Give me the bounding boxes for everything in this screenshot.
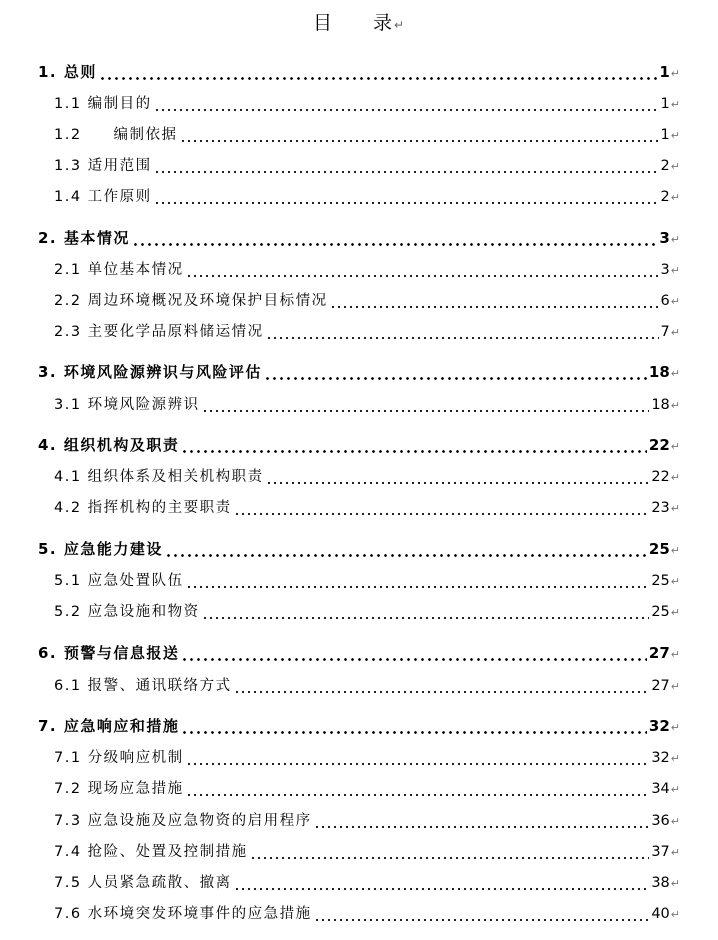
toc-entry-label: 2.2 周边环境概况及环境保护目标情况 — [54, 293, 328, 309]
toc-entry-7-6[interactable] — [54, 901, 680, 927]
toc-entry-label: 5.1 应急处置队伍 — [54, 573, 184, 589]
toc-entry-label: 6.1 报警、通讯联络方式 — [54, 678, 232, 694]
dot-leader — [186, 586, 650, 588]
toc-entry-page: 25 — [651, 573, 670, 589]
toc-entry-7-3[interactable] — [54, 808, 680, 834]
dot-leader — [234, 513, 650, 515]
toc-entry-page: 3 — [660, 262, 670, 278]
toc-entry-5-1[interactable] — [54, 568, 680, 594]
toc-entry-label: 3.1 环境风险源辨识 — [54, 397, 200, 413]
paragraph-mark-icon: ↵ — [670, 783, 680, 796]
dot-leader — [186, 763, 650, 765]
toc-entry-page: 23 — [651, 500, 670, 516]
paragraph-mark-icon: ↵ — [670, 67, 680, 80]
toc-entry-page: 1 — [660, 96, 670, 112]
toc-entry-label: 2.1 单位基本情况 — [54, 262, 184, 278]
toc-entry-7[interactable] — [38, 713, 680, 739]
toc-entry-page: 32 — [651, 750, 670, 766]
toc-entry-7-2[interactable] — [54, 776, 680, 802]
dot-leader — [186, 275, 659, 277]
toc-entry-4-1[interactable] — [54, 464, 680, 490]
paragraph-mark-icon: ↵ — [670, 399, 680, 412]
toc-entry-page: 36 — [651, 813, 670, 829]
toc-entry-3-1[interactable] — [54, 392, 680, 418]
toc-entry-page: 3 — [659, 229, 670, 247]
dot-leader — [181, 658, 647, 661]
toc-entry-page: 32 — [648, 717, 670, 735]
toc-entry-page: 1 — [659, 63, 670, 81]
dot-leader — [186, 794, 650, 796]
dot-leader — [314, 826, 650, 828]
toc-entry-page: 25 — [651, 604, 670, 620]
toc-entry-label: 5. 应急能力建设 — [38, 540, 163, 558]
toc-entry-1-1[interactable] — [54, 91, 680, 117]
paragraph-mark-icon: ↵ — [670, 160, 680, 173]
paragraph-mark-icon: ↵ — [670, 846, 680, 859]
toc-entry-4[interactable] — [38, 432, 680, 458]
toc-entry-label: 7. 应急响应和措施 — [38, 717, 180, 735]
paragraph-mark-icon: ↵ — [670, 908, 680, 921]
toc-entry-page: 18 — [651, 397, 670, 413]
toc-entry-5-2[interactable] — [54, 599, 680, 625]
toc-entry-label: 7.1 分级响应机制 — [54, 750, 184, 766]
toc-entry-label: 1. 总则 — [38, 63, 97, 81]
paragraph-mark-icon: ↵ — [670, 295, 680, 308]
dot-leader — [264, 377, 647, 380]
paragraph-mark-icon: ↵ — [670, 98, 680, 111]
toc-entry-page: 37 — [651, 844, 670, 860]
toc-entry-page: 27 — [648, 644, 670, 662]
paragraph-mark-icon: ↵ — [670, 877, 680, 890]
paragraph-mark-icon: ↵ — [670, 326, 680, 339]
toc-entry-3[interactable] — [38, 359, 680, 385]
toc-entry-label: 7.6 水环境突发环境事件的应急措施 — [54, 906, 312, 922]
toc-entry-label: 6. 预警与信息报送 — [38, 644, 180, 662]
dot-leader — [234, 888, 650, 890]
dot-leader — [165, 554, 647, 557]
toc-entry-page: 2 — [660, 158, 670, 174]
dot-leader — [250, 857, 650, 859]
toc-entry-label: 2.3 主要化学品原料储运情况 — [54, 324, 264, 340]
toc-entry-page: 7 — [660, 324, 670, 340]
toc-entry-2-3[interactable] — [54, 319, 680, 345]
paragraph-mark-icon: ↵ — [670, 440, 680, 453]
paragraph-mark-icon: ↵ — [670, 606, 680, 619]
toc-entry-label: 1.3 适用范围 — [54, 158, 152, 174]
toc-entry-page: 34 — [651, 781, 670, 797]
paragraph-mark-icon: ↵ — [670, 471, 680, 484]
paragraph-mark-icon: ↵ — [670, 680, 680, 693]
toc-entry-page: 1 — [660, 127, 670, 143]
toc-entry-6[interactable] — [38, 640, 680, 666]
toc-entry-7-4[interactable] — [54, 839, 680, 865]
toc-entry-4-2[interactable] — [54, 495, 680, 521]
dot-leader — [266, 337, 659, 339]
toc-entry-label: 7.2 现场应急措施 — [54, 781, 184, 797]
paragraph-mark-icon: ↵ — [670, 264, 680, 277]
dot-leader — [154, 109, 659, 111]
paragraph-mark-icon: ↵ — [670, 544, 680, 557]
toc-entry-page: 25 — [648, 540, 670, 558]
toc-entry-1-2[interactable] — [54, 122, 680, 148]
toc-entry-page: 22 — [651, 469, 670, 485]
dot-leader — [202, 410, 650, 412]
dot-leader — [314, 919, 650, 921]
toc-entry-2[interactable] — [38, 225, 680, 251]
toc-entry-6-1[interactable] — [54, 673, 680, 699]
toc-entry-page: 22 — [648, 436, 670, 454]
toc-entry-5[interactable] — [38, 536, 680, 562]
dot-leader — [132, 243, 657, 246]
toc-entry-label: 2. 基本情况 — [38, 229, 130, 247]
paragraph-mark-icon: ↵ — [670, 367, 680, 380]
toc-entry-label: 1.2 编制依据 — [54, 127, 178, 143]
toc-entry-7-5[interactable] — [54, 870, 680, 896]
dot-leader — [266, 482, 650, 484]
dot-leader — [181, 450, 647, 453]
paragraph-mark-icon: ↵ — [670, 752, 680, 765]
paragraph-mark-icon: ↵ — [670, 648, 680, 661]
toc-title-text: 目 录 — [312, 12, 393, 34]
paragraph-mark-icon: ↵ — [670, 191, 680, 204]
toc-entry-page: 27 — [651, 678, 670, 694]
toc-entry-label: 4. 组织机构及职责 — [38, 436, 180, 454]
toc-entry-page: 2 — [660, 189, 670, 205]
toc-entry-2-2[interactable] — [54, 288, 680, 314]
paragraph-mark-icon: ↵ — [670, 129, 680, 142]
dot-leader — [181, 731, 647, 734]
toc-entry-page: 18 — [648, 363, 670, 381]
paragraph-mark-icon: ↵ — [670, 721, 680, 734]
paragraph-mark-icon: ↵ — [670, 575, 680, 588]
toc-entry-label: 3. 环境风险源辨识与风险评估 — [38, 363, 262, 381]
dot-leader — [202, 617, 650, 619]
toc-entry-label: 7.3 应急设施及应急物资的启用程序 — [54, 813, 312, 829]
toc-entry-label: 1.4 工作原则 — [54, 189, 152, 205]
dot-leader — [180, 140, 659, 142]
toc-entry-page: 40 — [651, 906, 670, 922]
toc-entry-label: 5.2 应急设施和物资 — [54, 604, 200, 620]
toc-entry-1-3[interactable] — [54, 153, 680, 179]
toc-entry-1[interactable] — [38, 59, 680, 85]
toc-entry-label: 1.1 编制目的 — [54, 96, 152, 112]
toc-entry-page: 6 — [660, 293, 670, 309]
toc-entry-label: 4.1 组织体系及相关机构职责 — [54, 469, 264, 485]
paragraph-mark-icon: ↵ — [670, 233, 680, 246]
toc-title — [0, 8, 718, 38]
dot-leader — [234, 691, 650, 693]
dot-leader — [99, 77, 657, 80]
paragraph-mark-icon: ↵ — [670, 815, 680, 828]
toc-entry-7-1[interactable] — [54, 745, 680, 771]
toc-entry-1-4[interactable] — [54, 184, 680, 210]
toc-entry-label: 7.4 抢险、处置及控制措施 — [54, 844, 248, 860]
toc-entry-2-1[interactable] — [54, 257, 680, 283]
paragraph-mark-icon: ↵ — [670, 502, 680, 515]
toc-entry-label: 4.2 指挥机构的主要职责 — [54, 500, 232, 516]
toc-entry-label: 7.5 人员紧急疏散、撤离 — [54, 875, 232, 891]
toc-entry-page: 38 — [651, 875, 670, 891]
paragraph-mark-icon: ↵ — [393, 18, 406, 32]
dot-leader — [154, 171, 659, 173]
dot-leader — [330, 306, 659, 308]
dot-leader — [154, 202, 659, 204]
